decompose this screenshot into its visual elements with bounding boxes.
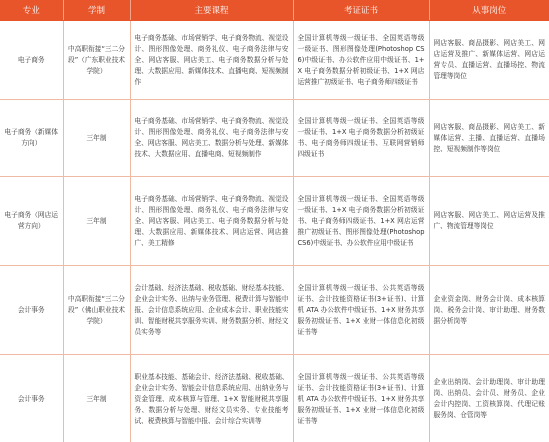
table-row (0, 21, 549, 100)
header-certificates: 考证证书 (293, 0, 429, 21)
table-row (0, 177, 549, 266)
cell-courses: 会计基础、经济法基础、税收基础、财经基本技能、企业会计实务、出纳与业务管理、税费计算与智能申报、会计信息系统应用、企业成本会计、职业技能实训、智能财税共享服务实训、财务数据分析、财经文员实务等 (130, 266, 293, 355)
cell-duration: 中高职衔接“三二分段”（佛山职业技术学院） (63, 266, 130, 355)
cell-major: 电子商务（网店运营方向） (0, 177, 63, 266)
cell-major: 电子商务（新媒体方向） (0, 100, 63, 177)
cell-major: 会计事务 (0, 355, 63, 442)
cell-jobs: 网店客服、商品摄影、网店美工、新媒体运营、主播、直播运营、直播场控、短视频制作等岗位 (429, 100, 549, 177)
cell-courses: 电子商务基础、市场营销学、电子商务物流、视觉设计、图形图像处理、商务礼仪、电子商务法律与安全、网店客服、网店美工、数据分析与处理、新媒体技术、大数据应用、直播电商、短视频制作 (130, 100, 293, 177)
cell-duration: 中高职衔接“三二分段”（广东职业技术学院） (63, 21, 130, 100)
cell-jobs: 企业资金岗、财务会计岗、成本核算岗、税务会计岗、审计助理、财务数据分析岗等 (429, 266, 549, 355)
cell-courses: 职业基本技能、基础会计、经济法基础、税收基础、企业会计实务、智能会计信息系统应用、出纳业务与资金管理、成本核算与管理、1+X 智能财税共享服务、数据分析与处理、财经文员实务、专业技能考试、税费核算与智能申报、会计综合实训等 (130, 355, 293, 442)
cell-duration: 三年制 (63, 100, 130, 177)
cell-certificates: 全国计算机等级一级证书、全国英语等级一级证书、图形图像处理(Photoshop CS6)中级证书、办公软件应用中级证书、1+X 电子商务数据分析初级证书、1+X 网店运营推广初级证书、电子商务师四级证书 (293, 21, 429, 100)
cell-certificates: 全国计算机等级一级证书、公共英语等级证书、会计技能资格证书(3+证书)、计算机 ATA 办公软件中级证书、1+X 财务共享服务初级证书、1+X 业财一体信息化初级证书等 (293, 266, 429, 355)
table-row (0, 266, 549, 355)
table-header-row (0, 0, 549, 21)
cell-jobs: 网店客服、商品摄影、网店美工、网店运营及推广、新媒体运营、网店运营专员、直播运营、直播场控、物流管理等岗位 (429, 21, 549, 100)
cell-certificates: 全国计算机等级一级证书、全国英语等级一级证书、1+X 电子商务数据分析初级证书、电子商务师四级证书、1+X 网店运营推广初级证书、图形图像处理(Photoshop CS6)中级证书、办公软件应用中级证书 (293, 177, 429, 266)
cell-certificates: 全国计算机等级一级证书、全国英语等级一级证书、1+X 电子商务数据分析初级证书、电子商务师四级证书、互联网营销师四级证书 (293, 100, 429, 177)
cell-courses: 电子商务基础、市场营销学、电子商务物流、视觉设计、图形图像处理、商务礼仪、电子商务法律与安全、网店客服、网店美工、电子商务数据分析与处理、大数据应用、新媒体技术、直播电商、短视频制作 (130, 21, 293, 100)
cell-duration: 三年制 (63, 177, 130, 266)
header-major: 专业 (0, 0, 63, 21)
header-duration: 学制 (63, 0, 130, 21)
header-courses: 主要课程 (130, 0, 293, 21)
cell-duration: 三年制 (63, 355, 130, 442)
header-jobs: 从事岗位 (429, 0, 549, 21)
table-row (0, 100, 549, 177)
table-row (0, 355, 549, 442)
cell-major: 电子商务 (0, 21, 63, 100)
cell-jobs: 网店客服、网店美工、网店运营及推广、物流管理等岗位 (429, 177, 549, 266)
cell-courses: 电子商务基础、市场营销学、电子商务物流、视觉设计、图形图像处理、商务礼仪、电子商务法律与安全、网店客服、网店美工、电子商务数据分析与处理、大数据应用、新媒体技术、网店运营、网店推广、美工精修 (130, 177, 293, 266)
cell-certificates: 全国计算机等级一级证书、公共英语等级证书、会计技能资格证书(3+证书)、计算机 ATA 办公软件中级证书、1+X 财务共享服务初级证书、1+X 业财一体信息化初级证书等 (293, 355, 429, 442)
cell-jobs: 企业出纳岗、会计助理岗、审计助理岗、出纳员、会计员、财务员、企业会计内控岗、工资核算岗、代理记账服务岗、仓管岗等 (429, 355, 549, 442)
cell-major: 会计事务 (0, 266, 63, 355)
